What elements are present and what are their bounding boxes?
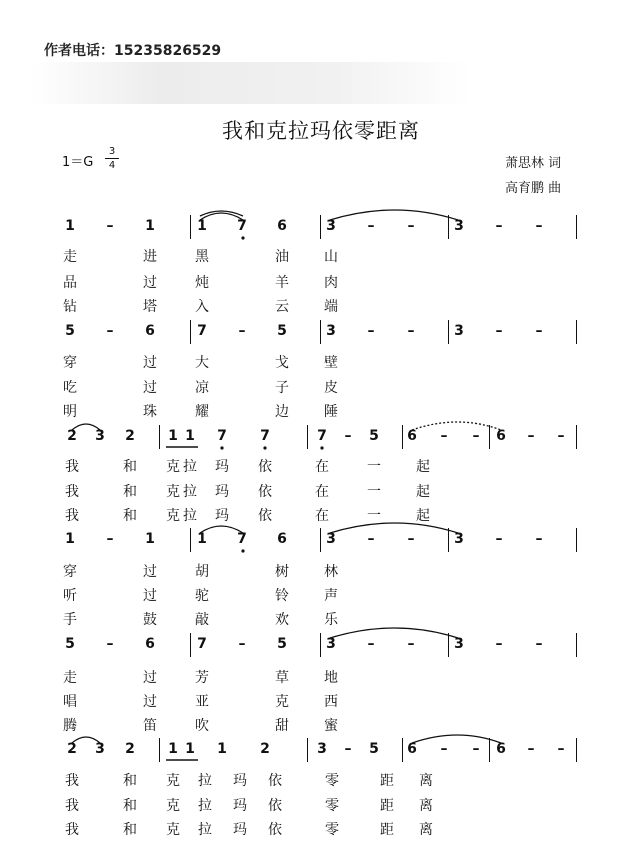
lyric-char: 腾	[63, 718, 77, 734]
lyric-char: 耀	[195, 404, 209, 420]
note: 3	[326, 531, 336, 547]
note: 7	[260, 428, 270, 444]
slur	[72, 424, 100, 430]
note: 5	[65, 636, 75, 652]
note: 6	[145, 636, 155, 652]
lyric-char: 壁	[324, 355, 338, 371]
note: 3	[454, 323, 464, 339]
lyric-char: 吹	[195, 718, 209, 734]
lyric-char: 欢	[275, 612, 289, 628]
lyric-char: 克	[275, 694, 289, 710]
lyric-char: 玛	[233, 773, 247, 789]
lyric-char: 钻	[63, 299, 77, 315]
lyric-char: 塔	[143, 299, 157, 315]
key-signature: 1＝G	[62, 155, 94, 170]
note: 3	[454, 218, 464, 234]
lyric-char: 和	[123, 773, 137, 789]
note: –	[440, 428, 448, 444]
note: 5	[369, 741, 379, 757]
lyric-char: 皮	[324, 380, 338, 396]
lyric-char: 和	[123, 798, 137, 814]
note: 7	[197, 636, 207, 652]
note: 7	[217, 428, 227, 444]
note: –	[106, 636, 114, 652]
lyric-char: 一	[367, 459, 381, 475]
note: 3	[317, 741, 327, 757]
note: –	[535, 218, 543, 234]
lyric-char: 我	[65, 508, 79, 524]
lyric-char: 穿	[63, 355, 77, 371]
octave-dot	[241, 236, 244, 239]
lyric-char: 蜜	[324, 718, 338, 734]
note: 1	[145, 218, 155, 234]
lyric-char: 依	[268, 798, 282, 814]
lyric-char: 在	[315, 508, 329, 524]
note: –	[440, 741, 448, 757]
lyric-char: 我	[65, 822, 79, 838]
note: 1	[217, 741, 227, 757]
note: 6	[277, 531, 287, 547]
note: 7	[197, 323, 207, 339]
lyric-char: 克	[166, 484, 180, 500]
note: 7	[237, 531, 247, 547]
lyric-char: 玛	[215, 508, 229, 524]
lyric-char: 走	[63, 670, 77, 686]
note: –	[238, 636, 246, 652]
note: 1	[197, 218, 207, 234]
lyric-char: 吃	[63, 380, 77, 396]
note: –	[535, 636, 543, 652]
note: –	[344, 741, 352, 757]
octave-dot	[263, 446, 266, 449]
note: 7	[317, 428, 327, 444]
note: 2	[67, 428, 77, 444]
note: 1	[168, 428, 178, 444]
lyric-char: 玛	[215, 484, 229, 500]
lyric-char: 乐	[324, 612, 338, 628]
tie	[330, 628, 458, 638]
note: –	[407, 218, 415, 234]
lyric-char: 克	[166, 773, 180, 789]
lyric-char: 离	[419, 822, 433, 838]
lyric-char: 克	[166, 508, 180, 524]
lyric-char: 在	[315, 484, 329, 500]
lyric-char: 过	[143, 275, 157, 291]
octave-dot	[241, 549, 244, 552]
lyric-char: 拉	[183, 459, 197, 475]
lyric-char: 零	[325, 798, 339, 814]
note: 1	[168, 741, 178, 757]
note: 6	[407, 741, 417, 757]
lyric-char: 过	[143, 355, 157, 371]
octave-dot	[220, 446, 223, 449]
note: –	[106, 531, 114, 547]
note: 6	[407, 428, 417, 444]
lyric-char: 走	[63, 249, 77, 265]
note: 1	[185, 428, 195, 444]
lyric-char: 铃	[275, 588, 289, 604]
lyric-char: 依	[268, 822, 282, 838]
note: 1	[65, 218, 75, 234]
note: –	[472, 741, 480, 757]
lyricist-credit: 萧思林 词	[505, 156, 562, 171]
lyric-char: 芳	[195, 670, 209, 686]
note: 6	[145, 323, 155, 339]
note: –	[495, 531, 503, 547]
tie	[412, 735, 501, 743]
tie	[330, 523, 458, 533]
lyric-char: 我	[65, 484, 79, 500]
note: 3	[454, 531, 464, 547]
lyric-char: 肉	[324, 275, 338, 291]
lyric-char: 子	[275, 380, 289, 396]
lyric-char: 手	[63, 612, 77, 628]
note: 2	[125, 741, 135, 757]
note: –	[535, 531, 543, 547]
note: 1	[197, 531, 207, 547]
lyric-char: 笛	[143, 718, 157, 734]
note: –	[238, 323, 246, 339]
lyric-char: 过	[143, 694, 157, 710]
lyric-char: 戈	[275, 355, 289, 371]
note: –	[367, 636, 375, 652]
note: –	[495, 218, 503, 234]
note: –	[535, 323, 543, 339]
lyric-char: 甜	[275, 718, 289, 734]
lyric-char: 一	[367, 484, 381, 500]
note: 5	[65, 323, 75, 339]
note: 1	[185, 741, 195, 757]
meter-bottom: 4	[108, 160, 116, 171]
note: 2	[125, 428, 135, 444]
lyric-char: 起	[416, 459, 430, 475]
lyric-char: 依	[258, 484, 272, 500]
lyric-char: 草	[275, 670, 289, 686]
composer-credit: 高育鹏 曲	[505, 181, 562, 196]
lyric-char: 西	[324, 694, 338, 710]
lyric-char: 离	[419, 773, 433, 789]
note: 6	[496, 428, 506, 444]
lyric-char: 和	[123, 459, 137, 475]
lyric-char: 和	[123, 822, 137, 838]
lyric-char: 我	[65, 798, 79, 814]
lyric-char: 听	[63, 588, 77, 604]
lyric-char: 玛	[233, 822, 247, 838]
lyric-char: 大	[195, 355, 209, 371]
lyric-char: 玛	[215, 459, 229, 475]
lyric-char: 拉	[198, 773, 212, 789]
lyric-char: 过	[143, 564, 157, 580]
lyric-char: 零	[325, 822, 339, 838]
author-contact: 作者电话：15235826529	[44, 43, 222, 59]
lyric-char: 克	[166, 822, 180, 838]
lyric-char: 拉	[183, 508, 197, 524]
note: 3	[326, 636, 336, 652]
lyric-char: 过	[143, 380, 157, 396]
lyric-char: 进	[143, 249, 157, 265]
note: 1	[145, 531, 155, 547]
note: –	[407, 636, 415, 652]
lyric-char: 品	[63, 275, 77, 291]
lyric-char: 陲	[324, 404, 338, 420]
lyric-char: 胡	[195, 564, 209, 580]
tie	[330, 210, 458, 220]
note: –	[407, 531, 415, 547]
lyric-char: 敲	[195, 612, 209, 628]
lyric-char: 穿	[63, 564, 77, 580]
note: –	[495, 323, 503, 339]
note: 7	[237, 218, 247, 234]
lyric-char: 油	[275, 249, 289, 265]
lyric-char: 林	[324, 564, 338, 580]
lyric-char: 和	[123, 484, 137, 500]
note: 6	[496, 741, 506, 757]
note: 3	[454, 636, 464, 652]
lyric-char: 声	[324, 588, 338, 604]
lyric-char: 起	[416, 508, 430, 524]
note: 3	[326, 323, 336, 339]
note: 2	[260, 741, 270, 757]
note: 3	[95, 741, 105, 757]
note: 2	[67, 741, 77, 757]
lyric-char: 明	[63, 404, 77, 420]
tie	[412, 422, 501, 430]
note: 3	[95, 428, 105, 444]
lyric-char: 起	[416, 484, 430, 500]
lyric-char: 入	[195, 299, 209, 315]
note: –	[472, 428, 480, 444]
lyric-char: 羊	[275, 275, 289, 291]
note: –	[407, 323, 415, 339]
lyric-char: 零	[325, 773, 339, 789]
note: –	[106, 218, 114, 234]
lyric-char: 地	[324, 670, 338, 686]
octave-dot	[320, 446, 323, 449]
lyric-char: 和	[123, 508, 137, 524]
lyric-char: 我	[65, 773, 79, 789]
note: –	[344, 428, 352, 444]
lyric-char: 距	[380, 773, 394, 789]
lyric-char: 离	[419, 798, 433, 814]
lyric-char: 鼓	[143, 612, 157, 628]
lyric-char: 驼	[195, 588, 209, 604]
lyric-char: 拉	[198, 798, 212, 814]
note: –	[557, 428, 565, 444]
lyric-char: 山	[324, 249, 338, 265]
lyric-char: 亚	[195, 694, 209, 710]
note: –	[557, 741, 565, 757]
lyric-char: 黑	[195, 249, 209, 265]
note: –	[367, 531, 375, 547]
note: –	[106, 323, 114, 339]
slur	[200, 526, 243, 533]
note: 5	[369, 428, 379, 444]
lyric-char: 一	[367, 508, 381, 524]
lyric-char: 拉	[198, 822, 212, 838]
lyric-char: 拉	[183, 484, 197, 500]
lyric-char: 树	[275, 564, 289, 580]
lyric-char: 依	[268, 773, 282, 789]
song-title: 我和克拉玛依零距离	[222, 119, 420, 143]
lyric-char: 依	[258, 508, 272, 524]
note: –	[367, 218, 375, 234]
lyric-char: 边	[275, 404, 289, 420]
lyric-char: 我	[65, 459, 79, 475]
lyric-char: 距	[380, 822, 394, 838]
lyric-char: 过	[143, 588, 157, 604]
slur	[72, 737, 100, 743]
lyric-char: 过	[143, 670, 157, 686]
meter-top: 3	[108, 146, 116, 157]
note: 1	[65, 531, 75, 547]
lyric-char: 克	[166, 459, 180, 475]
lyric-char: 在	[315, 459, 329, 475]
note: 5	[277, 323, 287, 339]
lyric-char: 距	[380, 798, 394, 814]
note: –	[367, 323, 375, 339]
lyric-char: 克	[166, 798, 180, 814]
lyric-char: 炖	[195, 275, 209, 291]
lyric-char: 珠	[143, 404, 157, 420]
note: –	[495, 636, 503, 652]
note: –	[527, 428, 535, 444]
note: 6	[277, 218, 287, 234]
lyric-char: 凉	[195, 380, 209, 396]
lyric-char: 依	[258, 459, 272, 475]
note: 3	[326, 218, 336, 234]
lyric-char: 唱	[63, 694, 77, 710]
note: 5	[277, 636, 287, 652]
lyric-char: 端	[324, 299, 338, 315]
lyric-char: 玛	[233, 798, 247, 814]
lyric-char: 云	[275, 299, 289, 315]
note: –	[527, 741, 535, 757]
